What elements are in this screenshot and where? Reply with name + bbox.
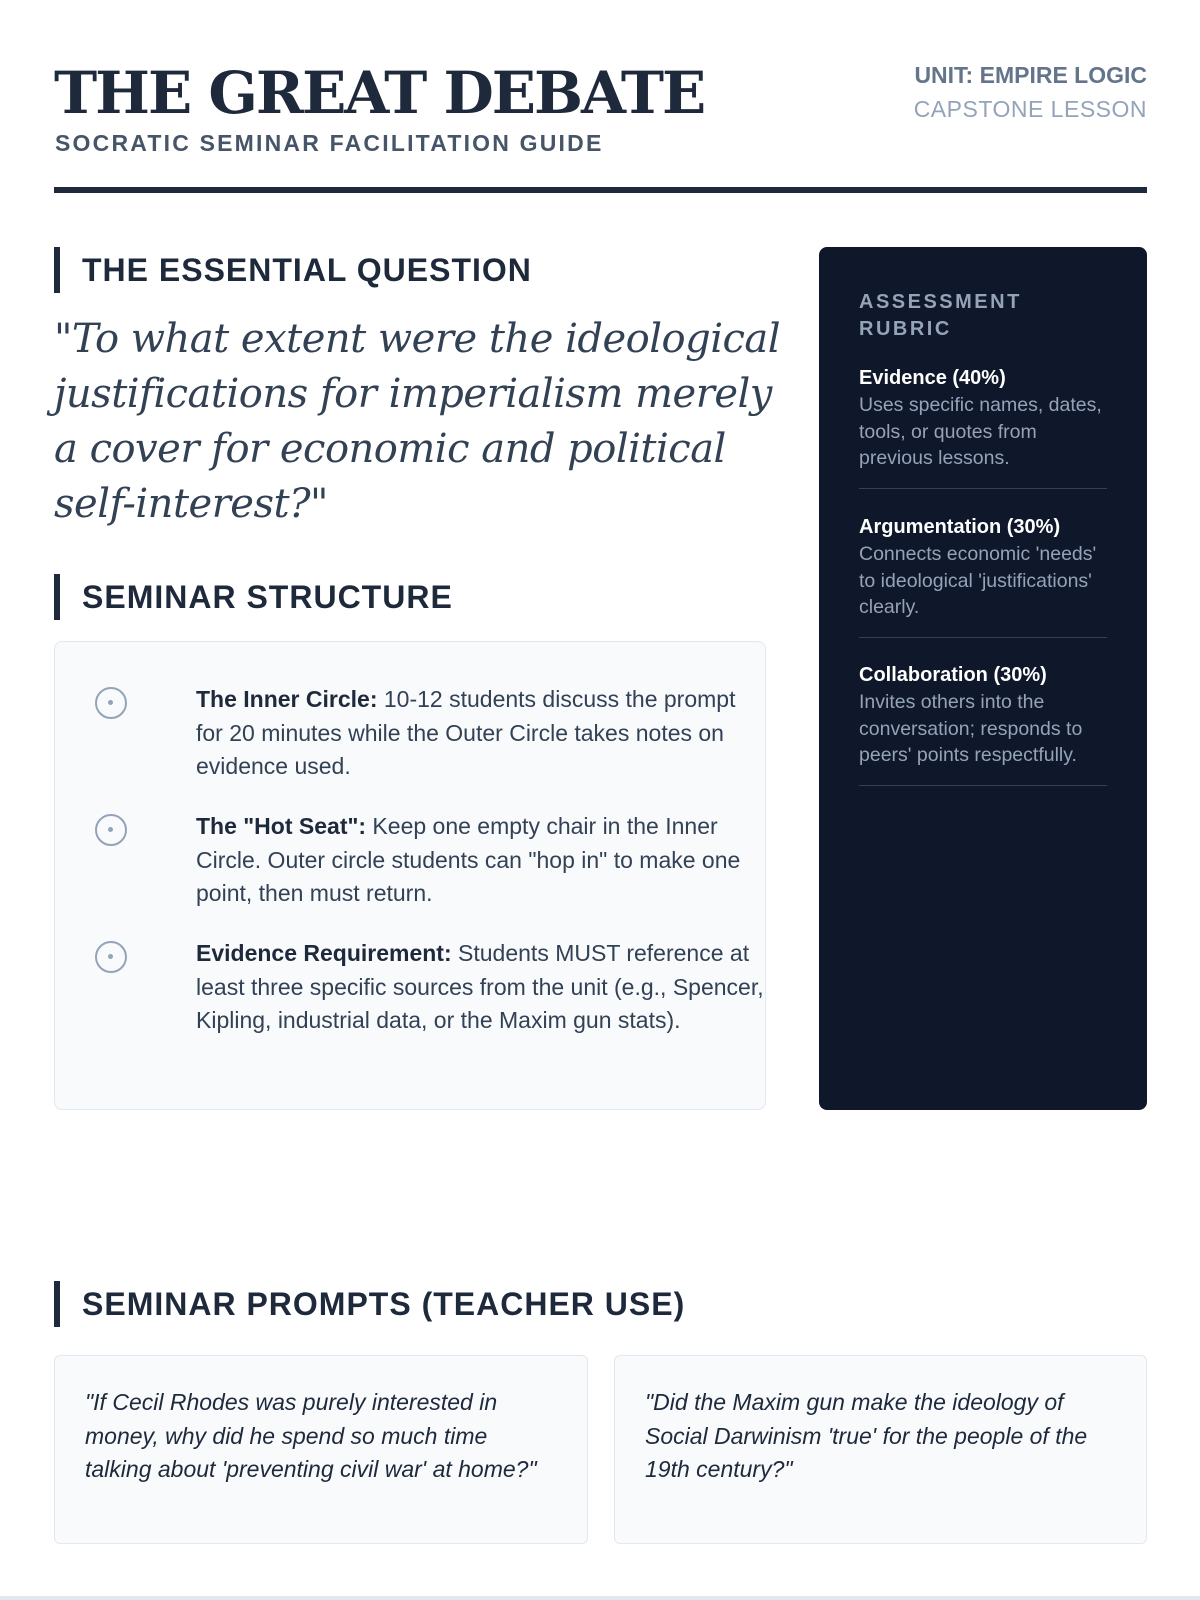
seminar-prompts-heading — [54, 1281, 685, 1327]
header-divider — [54, 187, 1147, 193]
rubric-item-desc: Invites others into the conversation; responds to peers' points respectfully. — [859, 691, 1083, 766]
section-accent-bar — [54, 247, 60, 293]
prompt-text: "Did the Maxim gun make the ideology of Social Darwinism 'true' for the people of the 19th century?" — [645, 1389, 1088, 1482]
list-item-body: Students MUST reference at least three specific sources from the unit (e.g., Spencer, Kipling, industrial data, or the Maxim gun stats). — [196, 940, 764, 1033]
unit-info — [914, 58, 1147, 126]
list-item-text — [196, 937, 766, 1038]
section-accent-bar — [54, 1281, 60, 1327]
prompt-text: "If Cecil Rhodes was purely interested in money, why did he spend so much time talking about 'preventing civil war' at home?" — [85, 1389, 537, 1482]
list-item-text — [196, 683, 766, 784]
target-icon — [95, 687, 127, 719]
list-item-label: The Inner Circle: — [196, 686, 378, 712]
section-accent-bar — [54, 574, 60, 620]
section-heading-text: SEMINAR STRUCTURE — [82, 578, 453, 615]
seminar-structure-heading — [54, 574, 453, 620]
rubric-item-title: Collaboration (30%) — [859, 664, 1047, 686]
lesson-label: CAPSTONE LESSON — [913, 96, 1147, 122]
list-item-label: The "Hot Seat": — [196, 813, 367, 839]
page-bottom-edge — [0, 1596, 1200, 1600]
list-item-text — [196, 810, 766, 911]
list-item-label: Evidence Requirement: — [196, 940, 452, 966]
page-title: THE GREAT DEBATE — [54, 59, 705, 127]
target-icon — [95, 941, 127, 973]
rubric-item-title: Argumentation (30%) — [859, 516, 1061, 538]
rubric-item — [859, 365, 1107, 489]
essential-question-quote: "To what extent were the ideological justifications for imperialism merely a cover for economic and political self-interest?" — [54, 316, 781, 527]
rubric-item-desc: Uses specific names, dates, tools, or quotes from previous lessons. — [859, 394, 1102, 469]
target-icon — [95, 814, 127, 846]
section-heading-text: SEMINAR PROMPTS (TEACHER USE) — [82, 1285, 686, 1322]
essential-question-heading — [54, 247, 532, 293]
section-heading-text: THE ESSENTIAL QUESTION — [82, 251, 532, 288]
rubric-item — [859, 662, 1107, 786]
seminar-structure-list — [54, 641, 766, 1110]
unit-label: UNIT: EMPIRE LOGIC — [914, 62, 1147, 88]
rubric-item — [859, 514, 1107, 638]
list-item-body: Keep one empty chair in the Inner Circle. Outer circle students can "hop in" to make one point, then must return. — [196, 813, 741, 906]
rubric-title: ASSESSMENT RUBRIC — [859, 291, 1022, 340]
assessment-rubric-panel — [819, 247, 1147, 1110]
prompt-card — [54, 1355, 588, 1544]
rubric-item-desc: Connects economic 'needs' to ideological 'justifications' clearly. — [859, 543, 1097, 618]
list-item-body: 10-12 students discuss the prompt for 20 minutes while the Outer Circle takes notes on evidence used. — [196, 686, 736, 779]
prompt-card — [614, 1355, 1147, 1544]
page-header — [54, 58, 1147, 193]
rubric-item-title: Evidence (40%) — [859, 367, 1006, 389]
page-subtitle: SOCRATIC SEMINAR FACILITATION GUIDE — [55, 130, 604, 156]
